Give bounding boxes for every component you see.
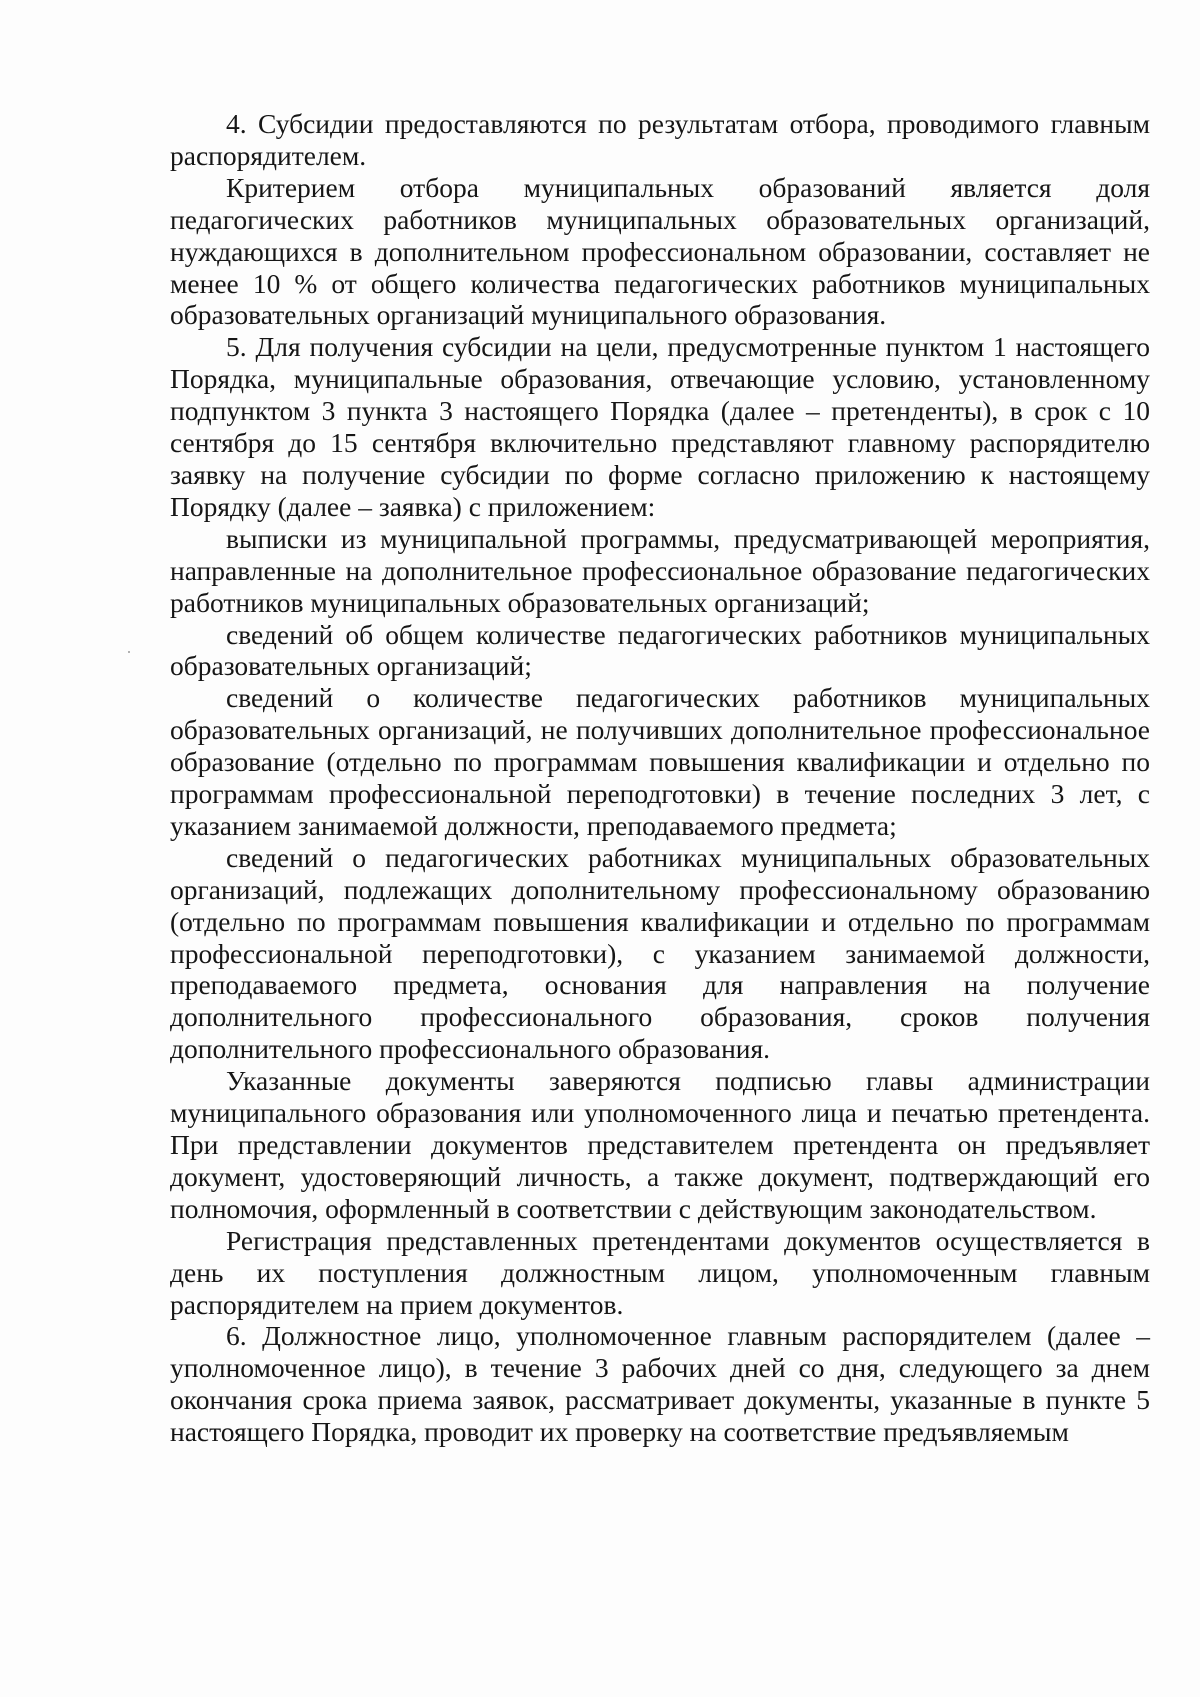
document-body [170, 108, 1150, 1448]
paragraph-document-registration: Регистрация представленных претендентами документов осуществляется в день их поступления должностным лицом, уполномоченным главным распорядителем на прием документов. [170, 1224, 1150, 1320]
paragraph-document-certification: Указанные документы заверяются подписью главы администрации муниципального образования или уполномоченного лица и печатью претендента. При представлении документов представителем претендента он предъявляет документ, удостоверяющий личность, а также документ, подтверждающий его полномочия, оформленный в соответствии с действующим законодательством. [170, 1065, 1150, 1224]
paragraph-program-extract: выписки из муниципальной программы, предусматривающей мероприятия, направленные на дополнительное профессиональное образование педагогических работников муниципальных образовательных организаций; [170, 522, 1150, 618]
paragraph-item-4: 4. Субсидии предоставляются по результатам отбора, проводимого главным распорядителем. [170, 108, 1150, 171]
paragraph-total-staff-info: сведений об общем количестве педагогических работников муниципальных образовательных организаций; [170, 618, 1150, 682]
paragraph-training-candidates-info: сведений о педагогических работниках муниципальных образовательных организаций, подлежащих дополнительному профессиональному образованию (отдельно по программам повышения квалификации и отдельно по программам профессиональной переподготовки), с указанием занимаемой должности, преподаваемого предмета, основания для направления на получение дополнительного профессионального образования, сроков получения дополнительного профессионального образования. [170, 841, 1150, 1065]
paragraph-item-6: 6. Должностное лицо, уполномоченное главным распорядителем (далее – уполномоченное лицо), в течение 3 рабочих дней со дня, следующего за днем окончания срока приема заявок, рассматривает документы, указанные в пункте 5 настоящего Порядка, проводит их проверку на соответствие предъявляемым [170, 1320, 1150, 1448]
paragraph-selection-criterion: Критерием отбора муниципальных образований является доля педагогических работников муниципальных образовательных организаций, нуждающихся в дополнительном профессиональном образовании, составляет не менее 10 % от общего количества педагогических работников муниципальных образовательных организаций муниципального образования. [170, 171, 1150, 331]
scan-speck [128, 651, 130, 653]
paragraph-untrained-staff-info: сведений о количестве педагогических работников муниципальных образовательных организаций, не получивших дополнительное профессиональное образование (отдельно по программам повышения квалификации и отдельно по программам профессиональной переподготовки) в течение последних 3 лет, с указанием занимаемой должности, преподаваемого предмета; [170, 682, 1150, 841]
paragraph-item-5: 5. Для получения субсидии на цели, предусмотренные пунктом 1 настоящего Порядка, муниципальные образования, отвечающие условию, установленному подпунктом 3 пункта 3 настоящего Порядка (далее – претенденты), в срок с 10 сентября до 15 сентября включительно представляют главному распорядителю заявку на получение субсидии по форме согласно приложению к настоящему Порядку (далее – заявка) с приложением: [170, 331, 1150, 522]
